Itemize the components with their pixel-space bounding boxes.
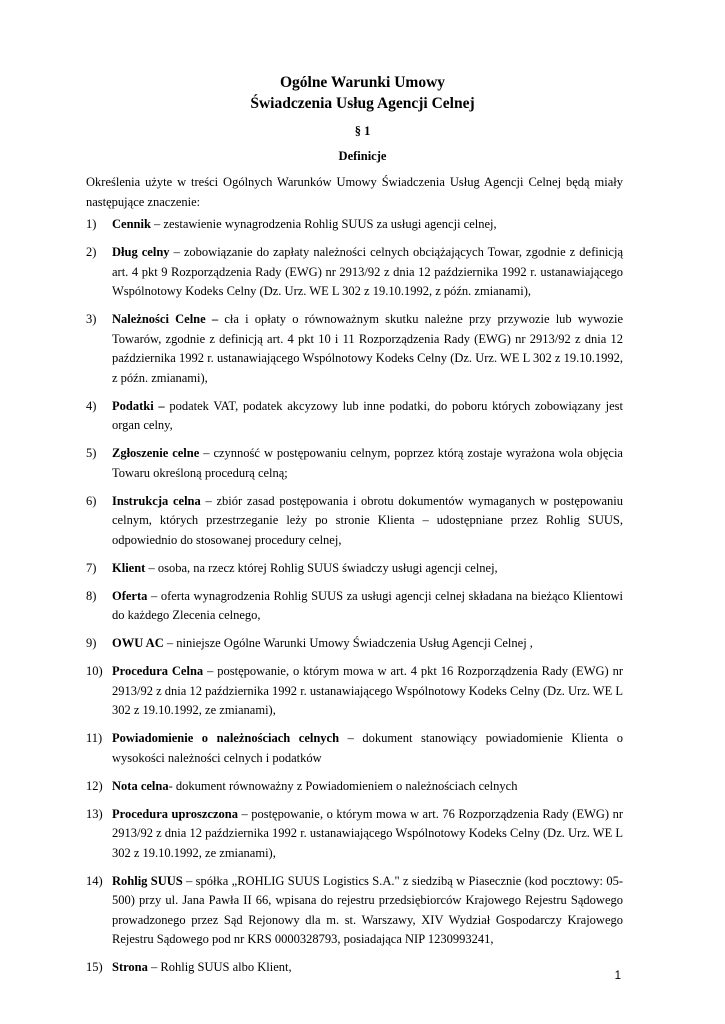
definition-term: Oferta bbox=[112, 588, 148, 603]
definition-text: – osoba, na rzecz której Rohlig SUUS świadczy usługi agencji celnej, bbox=[145, 560, 498, 575]
definition-term: Zgłoszenie celne bbox=[112, 446, 200, 460]
definition-item bbox=[86, 958, 623, 978]
title-line-1: Ogólne Warunki Umowy bbox=[279, 74, 446, 91]
definition-term: Nota celna bbox=[112, 778, 169, 793]
definition-number: 3) bbox=[86, 312, 97, 326]
definition-item bbox=[86, 310, 623, 388]
definition-text: – postępowanie, o którym mowa w art. 76 Rozporządzenia Rady (EWG) nr 2913/92 z dnia 12 października 1992 r. ustanawiającego Wspólnotowy Kodeks Celny (Dz. Urz. WE L 302 z 19.10.1992, ze zmianami), bbox=[112, 806, 623, 860]
definition-item bbox=[86, 492, 623, 551]
definition-number: 5) bbox=[86, 446, 97, 460]
definition-number: 4) bbox=[86, 398, 97, 413]
definition-item bbox=[86, 872, 623, 950]
definition-number: 10) bbox=[86, 664, 103, 678]
definition-term: Procedura Celna bbox=[112, 664, 204, 678]
document-title bbox=[0, 72, 725, 114]
definition-number: 8) bbox=[86, 588, 97, 603]
definition-item bbox=[86, 587, 623, 626]
definition-term: Podatki – bbox=[112, 398, 165, 413]
definition-text: – Rohlig SUUS albo Klient, bbox=[147, 960, 292, 974]
definitions-list bbox=[86, 215, 623, 986]
definition-term: Powiadomienie o należnościach celnych bbox=[112, 731, 340, 745]
definition-number: 1) bbox=[86, 217, 97, 231]
definition-number: 15) bbox=[86, 960, 103, 974]
definition-item bbox=[86, 397, 623, 436]
definition-term: Instrukcja celna bbox=[112, 493, 201, 508]
title-line-2: Świadczenia Usług Agencji Celnej bbox=[250, 95, 475, 112]
definition-text: – zobowiązanie do zapłaty należności celnych obciążających Towar, zgodnie z definicją art. 4 pkt 9 Rozporządzenia Rady (EWG) nr 2913/92 z dnia 12 października 1992 r. ustanawiającego Wspólnotowy Kodeks Celny (Dz. Urz. WE L 302 z 19.10.1992, z późn. zmianami), bbox=[112, 245, 623, 298]
definition-text: - dokument równoważny z Powiadomieniem o należnościach celnych bbox=[168, 778, 518, 793]
definition-number: 9) bbox=[86, 636, 97, 650]
definition-text: – postępowanie, o którym mowa w art. 4 pkt 16 Rozporządzenia Rady (EWG) nr 2913/92 z dnia 12 października 1992 r. ustanawiającego Wspólnotowy Kodeks Celny (Dz. Urz. WE L 302 z 19.10.1992, ze zmianami), bbox=[112, 664, 623, 717]
definition-text: podatek VAT, podatek akcyzowy lub inne podatki, do poboru których zobowiązany jest organ celny, bbox=[112, 398, 623, 432]
definition-number: 13) bbox=[86, 806, 103, 821]
definition-term: Należności Celne – bbox=[112, 312, 219, 326]
definition-item bbox=[86, 729, 623, 768]
page-number: 1 bbox=[614, 970, 621, 982]
definition-number: 11) bbox=[86, 731, 103, 745]
definition-number: 2) bbox=[86, 245, 97, 259]
definition-text: – zestawienie wynagrodzenia Rohlig SUUS za usługi agencji celnej, bbox=[150, 217, 497, 231]
definition-text: – dokument stanowiący powiadomienie Klienta o wysokości należności celnych i podatków bbox=[112, 731, 623, 765]
definition-term: Rohlig SUUS bbox=[112, 873, 183, 888]
definition-item bbox=[86, 634, 623, 654]
section-number: § 1 bbox=[354, 124, 371, 138]
intro-paragraph: Określenia użyte w treści Ogólnych Warunków Umowy Świadczenia Usług Agencji Celnej będą miały następujące znaczenie: bbox=[86, 175, 623, 209]
definition-number: 7) bbox=[86, 560, 97, 575]
definition-text: – oferta wynagrodzenia Rohlig SUUS za usługi agencji celnej składana na bieżąco Klientowi do każdego Zlecenia celnego, bbox=[112, 588, 623, 622]
definition-number: 6) bbox=[86, 493, 97, 508]
definition-item bbox=[86, 444, 623, 483]
definition-term: Klient bbox=[112, 560, 146, 575]
definition-item bbox=[86, 559, 623, 579]
definition-text: – zbiór zasad postępowania i obrotu dokumentów wymaganych w postępowaniu celnym, których przestrzeganie leży po stronie Klienta – udostępniane przez Rohlig SUUS, odpowiednio do stosowanej procedury celnej, bbox=[112, 493, 623, 547]
definition-item bbox=[86, 805, 623, 864]
definition-item bbox=[86, 662, 623, 721]
definition-term: Cennik bbox=[112, 217, 151, 231]
definition-item bbox=[86, 777, 623, 797]
definition-text: – czynność w postępowaniu celnym, poprzez którą zostaje wyrażona wola objęcia Towaru określoną procedurą celną; bbox=[112, 446, 623, 480]
definition-number: 12) bbox=[86, 778, 103, 793]
definition-text: cła i opłaty o równoważnym skutku należne przy przywozie lub wywozie Towarów, zgodnie z definicją art. 4 pkt 10 i 11 Rozporządzenia Rady (EWG) nr 2913/92 z dnia 12 października 1992 r. ustanawiającego Wspólnotowy Kodeks Celny (Dz. Urz. WE L 302 z 19.10.1992, z późn. zmianami), bbox=[112, 312, 623, 385]
definition-item bbox=[86, 215, 623, 235]
definition-term: Procedura uproszczona bbox=[112, 806, 238, 821]
definition-number: 14) bbox=[86, 873, 103, 888]
definition-text: – spółka „ROHLIG SUUS Logistics S.A." z siedzibą w Piasecznie (kod pocztowy: 05-500) przy ul. Jana Pawła II 66, wpisana do rejestru przedsiębiorców Krajowego Rejestru Sądowego prowadzonego przez Sąd Rejonowy dla m. st. Warszawy, XIV Wydział Gospodarczy Krajowego Rejestru Sądowego pod nr KRS 0000328793, posiadająca NIP 1230993241, bbox=[112, 873, 623, 946]
definition-term: Dług celny bbox=[112, 245, 170, 259]
section-heading: Definicje bbox=[338, 149, 387, 163]
definition-item bbox=[86, 243, 623, 302]
definition-term: Strona bbox=[112, 960, 148, 974]
definition-term: OWU AC bbox=[112, 636, 164, 650]
definition-text: – niniejsze Ogólne Warunki Umowy Świadczenia Usług Agencji Celnej , bbox=[163, 636, 533, 650]
